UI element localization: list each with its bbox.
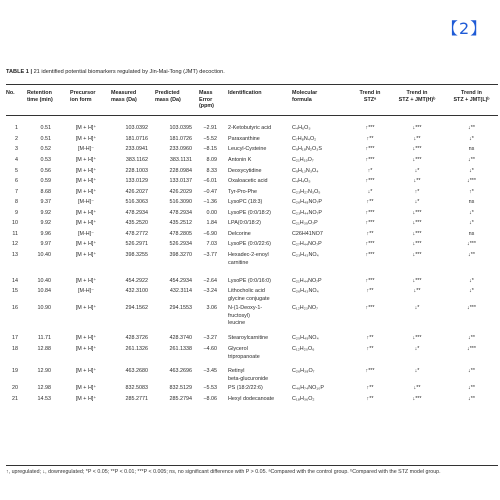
cell-identification: Hexadec-2-enoyl carnitine — [228, 252, 269, 266]
cell-formula: C₂₃H₂₇N₃O₅ — [292, 189, 321, 195]
cell-trend-jmt-h: ↓*** — [412, 241, 422, 247]
table-title-text: 21 identified potential biomarkers regulated by Jin-Mai-Tong (JMT) decoction. — [32, 69, 225, 75]
cell-retention-time: 10.84 — [37, 288, 51, 294]
cell-mass-error: −6.01 — [203, 178, 217, 184]
cell-mass-error: 0.00 — [206, 210, 217, 216]
cell-measured-mass: 294.1562 — [125, 305, 148, 311]
cell-ion-form: [M + H]⁺ — [75, 241, 97, 247]
cell-predicted-mass: 285.2794 — [169, 396, 192, 402]
cell-no: 10 — [12, 220, 18, 226]
cell-trend-jmt-l: ↓** — [468, 157, 475, 163]
cell-formula: C₄H₆O₃ — [292, 125, 311, 131]
cell-measured-mass: 478.2772 — [125, 231, 148, 237]
cell-trend-stz: ↑*** — [365, 157, 375, 163]
cell-trend-stz: ↑*** — [365, 368, 375, 374]
cell-trend-jmt-h: ↓* — [414, 199, 420, 205]
cell-trend-jmt-h: ↓*** — [412, 157, 422, 163]
cell-retention-time: 0.53 — [40, 157, 51, 163]
cell-identification: LysoPE (0:0/18:2) — [228, 210, 271, 216]
cell-mass-error: −3.77 — [203, 252, 217, 258]
cell-trend-jmt-h: ↓*** — [412, 396, 422, 402]
cell-measured-mass: 233.0941 — [125, 146, 148, 152]
cell-formula: C₂₆H₄₈NO₇P — [292, 199, 323, 205]
cell-no: 20 — [12, 385, 18, 391]
cell-trend-jmt-h: ↓*** — [412, 146, 422, 152]
reference-badge: 【2】 — [442, 19, 488, 38]
cell-no: 21 — [12, 396, 18, 402]
header-error: Mass Error (ppm) — [199, 90, 214, 110]
cell-identification: Hexyl dodecanoate — [228, 396, 275, 402]
cell-retention-time: 11.71 — [37, 335, 51, 341]
cell-trend-stz: ↑* — [367, 168, 373, 174]
cell-trend-stz: ↑** — [366, 396, 374, 402]
cell-predicted-mass: 526.2934 — [169, 241, 192, 247]
header-predicted: Predicted mass (Da) — [155, 90, 181, 103]
cell-trend-jmt-l: ↓* — [469, 210, 474, 216]
cell-predicted-mass: 454.2934 — [169, 278, 192, 284]
cell-predicted-mass: 233.0960 — [169, 146, 192, 152]
cell-retention-time: 12.90 — [37, 368, 51, 374]
cell-trend-jmt-h: ↓* — [414, 168, 420, 174]
cell-mass-error: −3.45 — [203, 368, 217, 374]
cell-mass-error: −4.60 — [203, 346, 217, 352]
cell-trend-stz: ↑*** — [365, 210, 375, 216]
cell-trend-jmt-l: ↓*** — [467, 305, 476, 311]
cell-mass-error: −5.53 — [203, 385, 217, 391]
cell-measured-mass: 261.1326 — [125, 346, 148, 352]
cell-mass-error: 1.84 — [206, 220, 217, 226]
cell-ion-form: [M + H]⁺ — [75, 368, 97, 374]
cell-formula: C₁₂H₂₀O₆ — [292, 346, 315, 352]
cell-formula: C₂₁H₄₄NO₇P — [292, 278, 322, 284]
table-title-label: TABLE 1 | — [6, 69, 33, 75]
cell-measured-mass: 398.3255 — [125, 252, 148, 258]
cell-measured-mass: 103.0392 — [125, 125, 148, 131]
cell-ion-form: [M-H]⁻ — [77, 146, 95, 152]
cell-retention-time: 0.56 — [40, 168, 51, 174]
cell-trend-jmt-h: ↓*** — [412, 125, 422, 131]
cell-mass-error: −5.52 — [203, 136, 217, 142]
cell-trend-jmt-l: ↓* — [469, 278, 474, 284]
cell-predicted-mass: 228.0984 — [169, 168, 192, 174]
cell-retention-time: 9.92 — [40, 220, 51, 226]
header-identification: Identification — [228, 90, 262, 96]
cell-no: 7 — [15, 189, 18, 195]
cell-predicted-mass: 832.5129 — [169, 385, 192, 391]
cell-identification: Leucyl-Cysteine — [228, 146, 267, 152]
bottom-rule — [6, 465, 498, 466]
cell-mass-error: −3.24 — [203, 288, 217, 294]
cell-measured-mass: 228.1003 — [125, 168, 148, 174]
cell-measured-mass: 435.2520 — [125, 220, 148, 226]
cell-predicted-mass: 426.2029 — [169, 189, 192, 195]
header-trend-stz: Trend in STZᵃ — [359, 90, 381, 103]
cell-trend-jmt-l: ns — [468, 199, 475, 205]
cell-ion-form: [M + H]⁺ — [75, 136, 97, 142]
cell-no: 13 — [12, 252, 18, 258]
cell-predicted-mass: 478.2805 — [169, 231, 192, 237]
cell-retention-time: 0.52 — [40, 146, 51, 152]
cell-identification: Antonin K — [228, 157, 252, 163]
cell-formula: C26H41NO7 — [292, 231, 323, 237]
cell-trend-stz: ↑*** — [365, 252, 375, 258]
header-trend-jmt-l: Trend in STZ + JMT(L)ᵇ — [453, 90, 490, 103]
cell-formula: C₇H₈N₄O₂ — [292, 136, 317, 142]
cell-mass-error: −6.90 — [203, 231, 217, 237]
cell-predicted-mass: 103.0395 — [169, 125, 192, 131]
cell-trend-jmt-h: ↑* — [414, 189, 420, 195]
cell-trend-stz: ↓* — [367, 189, 373, 195]
cell-no: 11 — [12, 231, 18, 237]
cell-trend-jmt-h: ↓* — [414, 346, 420, 352]
cell-trend-jmt-h: ↓* — [414, 305, 420, 311]
cell-predicted-mass: 294.1553 — [169, 305, 192, 311]
cell-trend-stz: ↑** — [366, 288, 374, 294]
cell-trend-jmt-l: ↓*** — [467, 241, 476, 247]
header-trend-jmt-h: Trend in STZ + JMT(H)ᵇ — [398, 90, 436, 103]
cell-formula: C₂₆H₃₈O₇ — [292, 368, 315, 374]
cell-ion-form: [M + H]⁺ — [75, 396, 97, 402]
cell-ion-form: [M + H]⁺ — [75, 385, 97, 391]
cell-ion-form: [M + H]⁺ — [75, 346, 97, 352]
cell-retention-time: 14.53 — [37, 396, 51, 402]
cell-trend-jmt-h: ↓*** — [412, 278, 422, 284]
cell-trend-jmt-l: ↓** — [468, 396, 475, 402]
cell-predicted-mass: 398.3270 — [169, 252, 192, 258]
cell-trend-jmt-h: ↓** — [413, 136, 421, 142]
cell-retention-time: 9.37 — [40, 199, 51, 205]
cell-formula: C₁₂H₂₃NO₇ — [292, 305, 318, 311]
cell-identification: PS (18:2/22:6) — [228, 385, 263, 391]
cell-no: 9 — [15, 210, 18, 216]
cell-predicted-mass: 516.3090 — [169, 199, 192, 205]
cell-retention-time: 0.51 — [40, 125, 51, 131]
cell-measured-mass: 454.2922 — [125, 278, 148, 284]
cell-ion-form: [M + H]⁺ — [75, 305, 97, 311]
cell-ion-form: [M + H]⁺ — [75, 178, 97, 184]
cell-trend-jmt-h: ↓** — [413, 288, 421, 294]
cell-trend-jmt-l: ↓** — [468, 252, 475, 258]
cell-no: 19 — [12, 368, 18, 374]
cell-trend-stz: ↑** — [366, 199, 374, 205]
cell-measured-mass: 478.2934 — [125, 210, 148, 216]
cell-trend-stz: ↑*** — [365, 220, 375, 226]
cell-retention-time: 0.51 — [40, 136, 51, 142]
cell-identification: Oxaloacetic acid — [228, 178, 268, 184]
cell-trend-stz: ↑** — [366, 346, 374, 352]
cell-retention-time: 0.59 — [40, 178, 51, 184]
cell-no: 15 — [12, 288, 18, 294]
cell-no: 18 — [12, 346, 18, 352]
cell-trend-stz: ↑*** — [365, 125, 375, 131]
cell-retention-time: 9.96 — [40, 231, 51, 237]
cell-trend-jmt-h: ↓*** — [412, 220, 422, 226]
header-precursor: Precursor ion form — [70, 90, 96, 103]
header-measured: Measured mass (Da) — [111, 90, 137, 103]
cell-retention-time: 10.40 — [37, 252, 51, 258]
cell-ion-form: [M-H]⁻ — [77, 199, 95, 205]
cell-trend-jmt-l: ↓** — [468, 125, 475, 131]
cell-mass-error: −3.27 — [203, 335, 217, 341]
cell-measured-mass: 285.2771 — [125, 396, 148, 402]
cell-trend-jmt-h: ↓** — [413, 385, 421, 391]
cell-trend-jmt-l: ↓*** — [467, 346, 476, 352]
cell-ion-form: [M + H]⁺ — [75, 157, 97, 163]
cell-mass-error: 3.06 — [206, 305, 217, 311]
cell-identification: LysoPE (0:0/22:6) — [228, 241, 271, 247]
cell-formula: C₂₁H₃₉O₇P — [292, 220, 318, 226]
cell-formula: C₂₅H₄₉NO₄ — [292, 335, 319, 341]
cell-retention-time: 9.92 — [40, 210, 51, 216]
cell-identification: N-(1-Deoxy-1- fructosyl) leucine — [228, 305, 263, 327]
cell-trend-jmt-h: ↓*** — [412, 210, 422, 216]
cell-formula: C₂₁H₁₉O₇ — [292, 157, 314, 163]
cell-measured-mass: 426.2027 — [125, 189, 148, 195]
cell-predicted-mass: 261.1338 — [169, 346, 192, 352]
cell-retention-time: 10.90 — [37, 305, 51, 311]
cell-mass-error: −8.15 — [203, 146, 217, 152]
cell-formula: C₉H₁₃N₃O₄ — [292, 168, 319, 174]
cell-trend-stz: ↑*** — [365, 178, 375, 184]
cell-formula: C₂₃H₄₃NO₄ — [292, 252, 319, 258]
cell-trend-stz: ↑** — [366, 335, 374, 341]
cell-trend-jmt-l: ns — [468, 231, 475, 237]
cell-trend-stz: ↑*** — [365, 146, 375, 152]
cell-measured-mass: 383.1162 — [125, 157, 148, 163]
cell-identification: Glycerol tripropanoate — [228, 346, 260, 360]
cell-measured-mass: 516.3063 — [125, 199, 148, 205]
cell-retention-time: 9.97 — [40, 241, 51, 247]
cell-ion-form: [M + H]⁺ — [75, 252, 97, 258]
cell-no: 8 — [15, 199, 18, 205]
cell-trend-jmt-l: ↓* — [469, 220, 474, 226]
cell-mass-error: −0.47 — [203, 189, 217, 195]
cell-trend-jmt-l: ↓** — [468, 368, 475, 374]
cell-identification: Tyr-Pro-Phe — [228, 189, 258, 195]
cell-trend-jmt-h: ↓*** — [412, 335, 422, 341]
cell-trend-jmt-l: ↓* — [469, 136, 474, 142]
cell-trend-jmt-l: ↓** — [468, 335, 475, 341]
cell-trend-jmt-l: ↓*** — [467, 178, 476, 184]
cell-formula: C₉H₁₈N₂O₃S — [292, 146, 322, 152]
cell-predicted-mass: 463.2696 — [169, 368, 192, 374]
cell-predicted-mass: 432.3114 — [169, 288, 192, 294]
cell-trend-jmt-h: ↓*** — [412, 252, 422, 258]
cell-identification: Retinyl beta-glucuronide — [228, 368, 269, 382]
cell-ion-form: [M + H]⁺ — [75, 278, 97, 284]
cell-measured-mass: 428.3726 — [125, 335, 148, 341]
cell-no: 2 — [15, 136, 18, 142]
cell-predicted-mass: 428.3740 — [169, 335, 192, 341]
cell-retention-time: 12.98 — [37, 385, 51, 391]
cell-predicted-mass: 181.0726 — [169, 136, 192, 142]
cell-formula: C₂₆H₄₃NO₄ — [292, 288, 319, 294]
cell-trend-jmt-l: ↓* — [469, 288, 474, 294]
cell-no: 17 — [12, 335, 18, 341]
cell-predicted-mass: 133.0137 — [169, 178, 192, 184]
cell-mass-error: 8.09 — [206, 157, 217, 163]
cell-retention-time: 12.88 — [37, 346, 51, 352]
cell-no: 5 — [15, 168, 18, 174]
cell-no: 6 — [15, 178, 18, 184]
cell-identification: 2-Ketobutyric acid — [228, 125, 272, 131]
cell-mass-error: −8.06 — [203, 396, 217, 402]
cell-predicted-mass: 383.1131 — [169, 157, 192, 163]
cell-ion-form: [M-H]⁻ — [77, 231, 95, 237]
cell-ion-form: [M + H]⁺ — [75, 220, 97, 226]
cell-trend-stz: ↑*** — [365, 278, 375, 284]
table-footnote: ↑, upregulated; ↓, downregulated; *P < 0.05; **P < 0.01; ***P < 0.005; ns, no significant difference with P > 0.05. ᵃCompared with the control group. ᵇCompared with the STZ model group. — [6, 469, 441, 475]
cell-identification: LysoPC (18:3) — [228, 199, 263, 205]
cell-ion-form: [M + H]⁺ — [75, 168, 97, 174]
cell-measured-mass: 463.2680 — [125, 368, 148, 374]
cell-ion-form: [M + H]⁺ — [75, 335, 97, 341]
cell-trend-jmt-h: ↓** — [413, 178, 421, 184]
cell-trend-stz: ↑*** — [365, 305, 375, 311]
cell-trend-stz: ↑*** — [365, 241, 375, 247]
cell-predicted-mass: 478.2934 — [169, 210, 192, 216]
cell-measured-mass: 432.3100 — [125, 288, 148, 294]
cell-identification: LysoPE (0:0/16:0) — [228, 278, 271, 284]
cell-measured-mass: 832.5083 — [125, 385, 148, 391]
cell-measured-mass: 133.0129 — [125, 178, 148, 184]
cell-no: 3 — [15, 146, 18, 152]
cell-trend-jmt-h: ↓* — [414, 368, 420, 374]
cell-trend-stz: ↑** — [366, 385, 374, 391]
cell-mass-error: 8.33 — [206, 168, 217, 174]
cell-formula: C₄H₄O₅ — [292, 178, 311, 184]
cell-measured-mass: 526.2971 — [125, 241, 148, 247]
cell-ion-form: [M-H]⁻ — [77, 288, 95, 294]
cell-identification: Stearoylcarnitine — [228, 335, 269, 341]
cell-mass-error: 7.03 — [206, 241, 217, 247]
cell-retention-time: 10.40 — [37, 278, 51, 284]
cell-no: 14 — [12, 278, 18, 284]
cell-retention-time: 8.68 — [40, 189, 51, 195]
cell-ion-form: [M + H]⁺ — [75, 210, 97, 216]
cell-no: 4 — [15, 157, 18, 163]
cell-trend-jmt-l: ↓* — [469, 168, 474, 174]
cell-formula: C₁₈H₃₆O₂ — [292, 396, 315, 402]
cell-trend-jmt-l: ↓** — [468, 385, 475, 391]
cell-formula: C₂₇H₄₄NO₇P — [292, 241, 322, 247]
cell-identification: Lithocholic acid glycine conjugate — [228, 288, 270, 302]
header-retention: Retention time (min) — [27, 90, 53, 103]
cell-formula: C₄₆H₇₄NO₁₀P — [292, 385, 324, 391]
cell-measured-mass: 181.0716 — [125, 136, 148, 142]
cell-no: 1 — [15, 125, 18, 131]
cell-mass-error: −2.64 — [203, 278, 217, 284]
cell-predicted-mass: 435.2512 — [169, 220, 192, 226]
cell-ion-form: [M + H]⁺ — [75, 189, 97, 195]
cell-no: 12 — [12, 241, 18, 247]
cell-ion-form: [M + H]⁺ — [75, 125, 97, 131]
cell-trend-stz: ↑** — [366, 231, 374, 237]
cell-mass-error: −1.36 — [203, 199, 217, 205]
cell-trend-jmt-l: ↑* — [469, 189, 474, 195]
cell-no: 16 — [12, 305, 18, 311]
cell-identification: Deoxycytidine — [228, 168, 262, 174]
header-formula: Molecular formula — [292, 90, 318, 103]
cell-identification: Paraxanthine — [228, 136, 260, 142]
cell-formula: C₂₃H₄₄NO₇P — [292, 210, 323, 216]
cell-trend-jmt-l: ns — [468, 146, 475, 152]
cell-mass-error: −2.91 — [203, 125, 217, 131]
cell-trend-jmt-h: ↓*** — [412, 231, 422, 237]
cell-identification: LPA(0:0/18:2) — [228, 220, 261, 226]
cell-trend-stz: ↑** — [366, 136, 374, 142]
header-no: No. — [6, 90, 15, 96]
cell-identification: Delcorine — [228, 231, 251, 237]
